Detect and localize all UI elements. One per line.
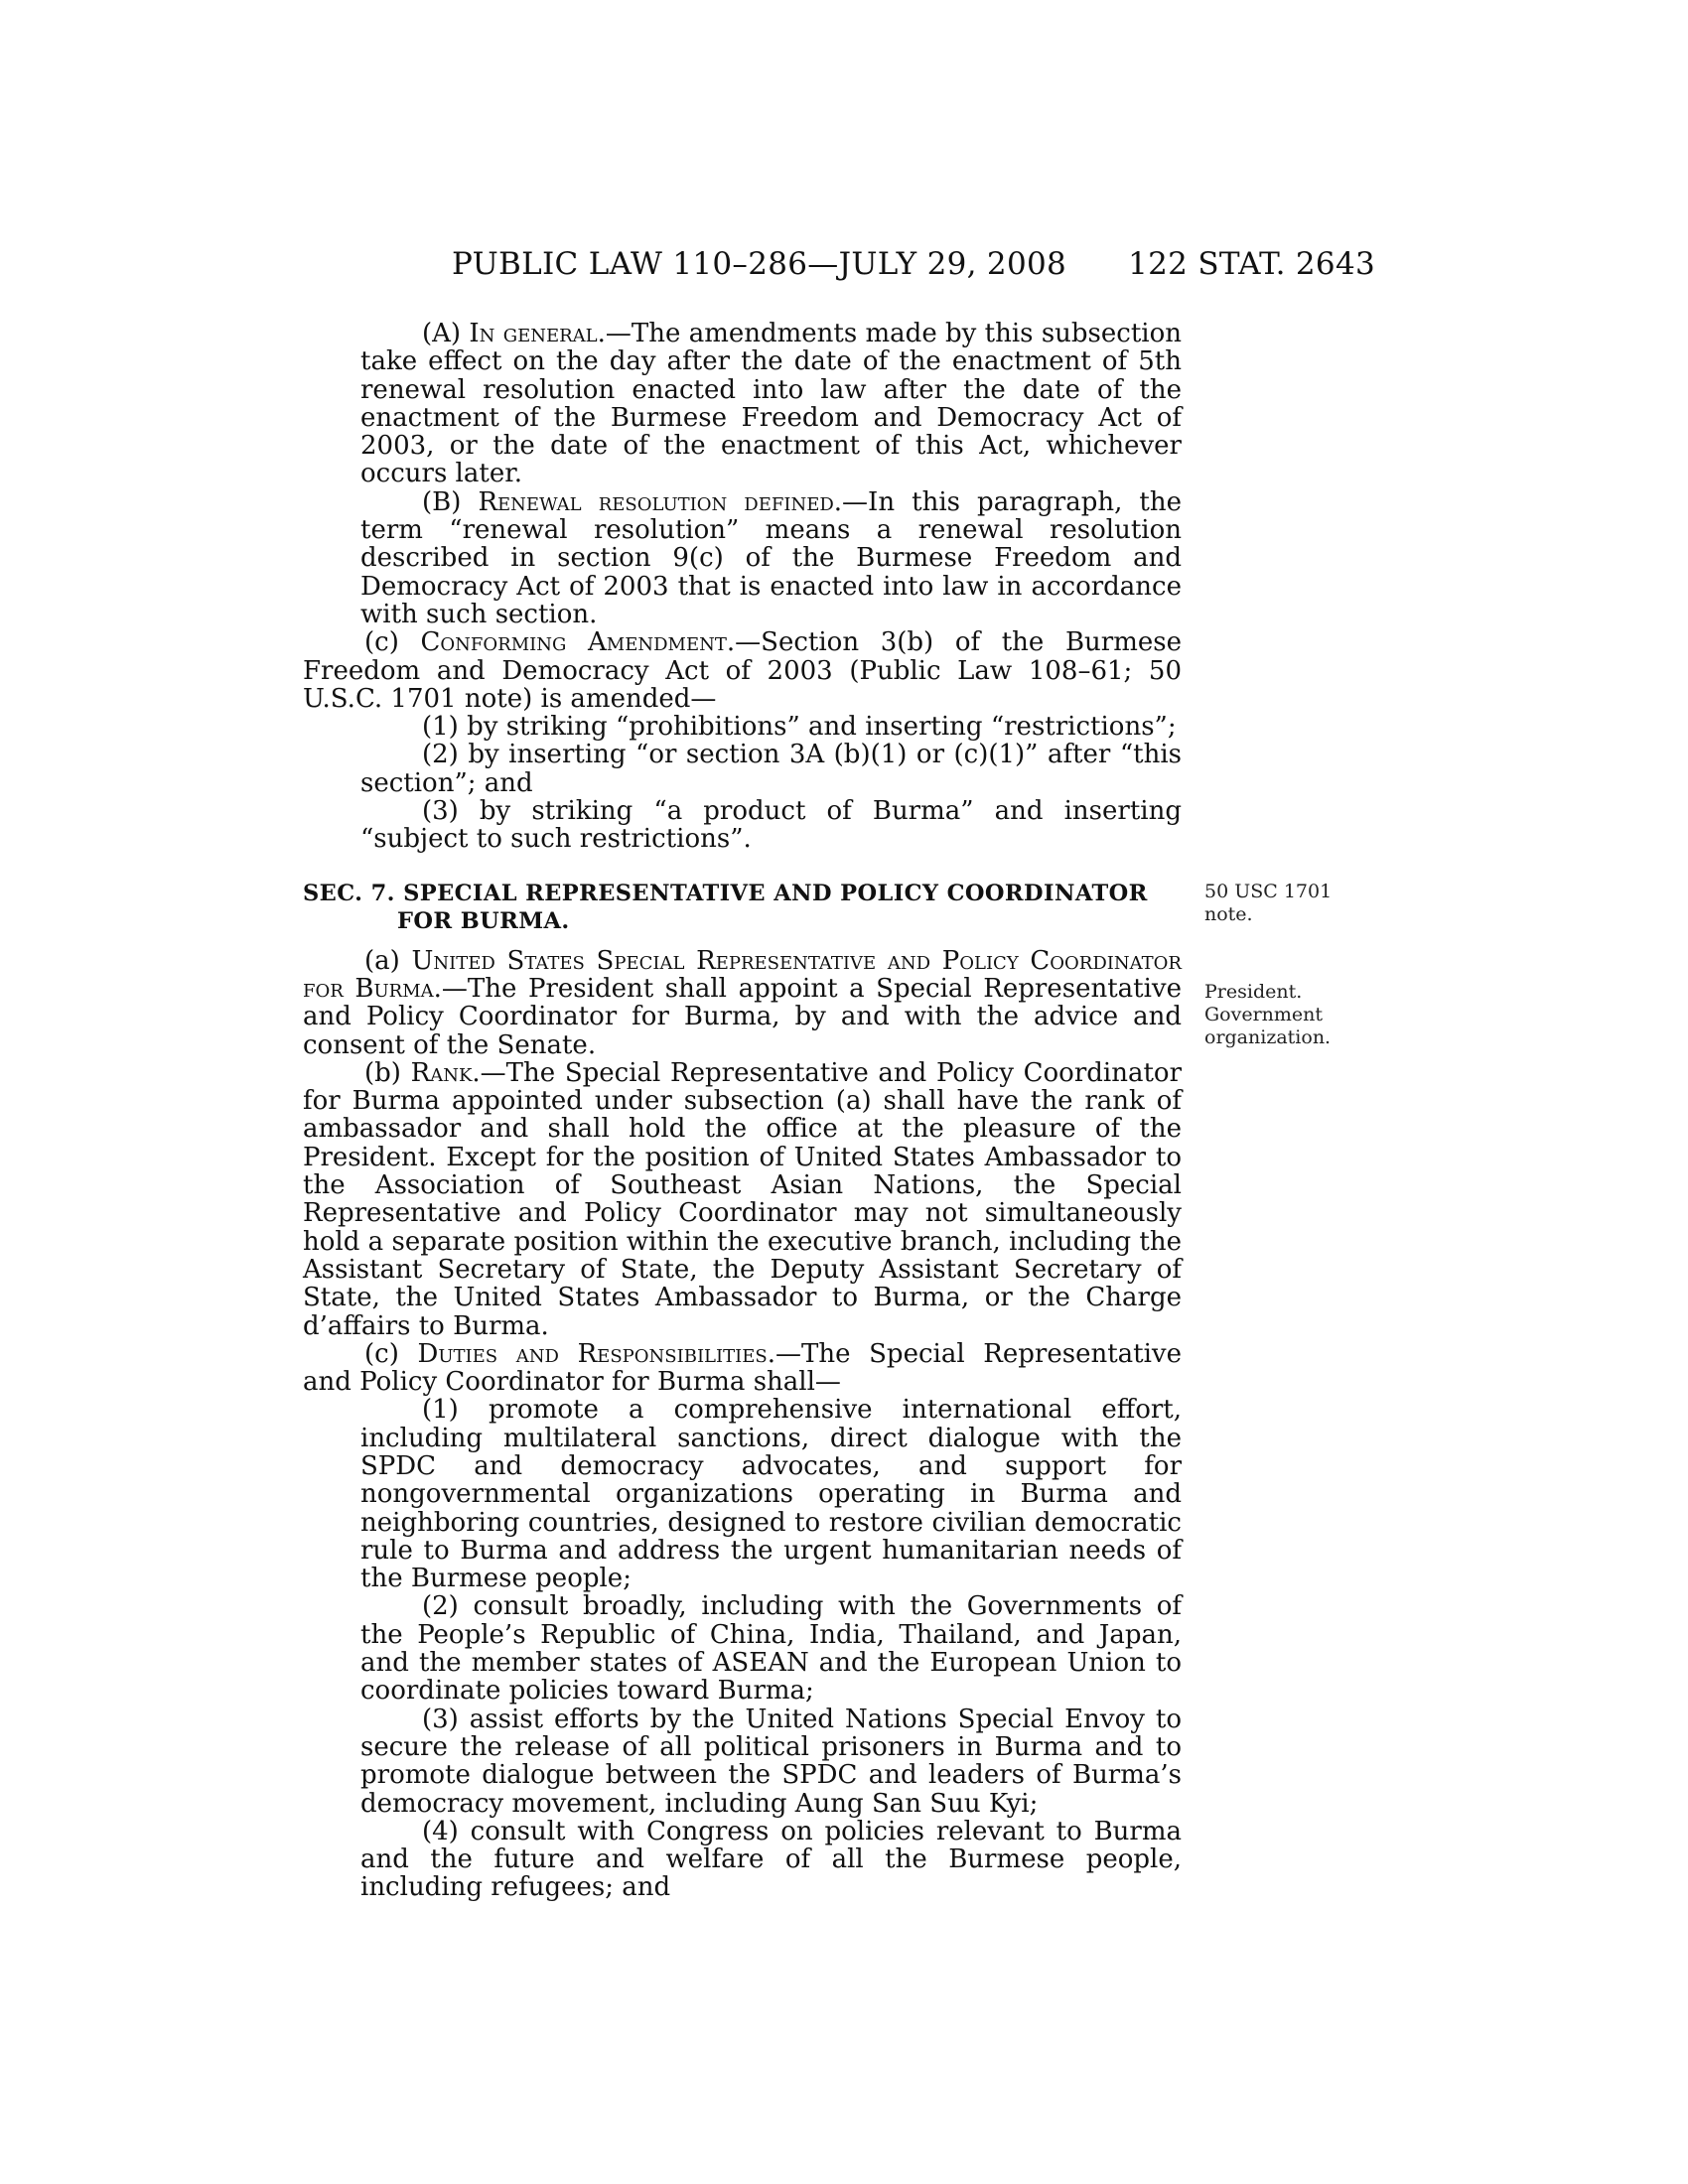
para-A-in-general: (A) In general.—The amendments made by this subsection take effect on the day after the date of the enactment of 5th renewal resolution enacted into law after the date of the enactment of the Burmese Freedom and Democracy Act of 2003, or the date of the enactment of this Act, whichever occurs later. bbox=[360, 319, 1183, 489]
para-c-1: (1) by striking “prohibitions” and inserting “restrictions”; bbox=[422, 712, 1177, 743]
section-7-heading: SEC. 7. SPECIAL REPRESENTATIVE AND POLICY COORDINATOR FOR BURMA. bbox=[303, 880, 1148, 934]
margin-note-usc: 50 USC 1701 note. bbox=[1204, 881, 1333, 925]
para-c-3: (3) by striking “a product of Burma” and inserting “subject to such restrictions”. bbox=[360, 796, 1182, 855]
margin-note-president: President. Government organization. bbox=[1204, 981, 1332, 1048]
para-c-2: (2) by inserting “or section 3A (b)(1) or (c)(1)” after “this section”; and bbox=[360, 740, 1182, 798]
running-header bbox=[303, 246, 1375, 296]
header-stat-page: 122 STAT. 2643 bbox=[1128, 246, 1375, 282]
para-7c-4: (4) consult with Congress on policies relevant to Burma and the future and welfare of all the Burmese people, including refugees; and bbox=[360, 1816, 1182, 1903]
para-c-conforming-amendment: (c) Conforming Amendment.—Section 3(b) of the Burmese Freedom and Democracy Act of 2003 (Public Law 108–61; 50 U.S.C. 1701 note) is amended— bbox=[303, 627, 1182, 714]
para-7c-3: (3) assist efforts by the United Nations Special Envoy to secure the release of all political prisoners in Burma and to promote dialogue between the SPDC and leaders of Burma’s democracy movement, including Aung San Suu Kyi; bbox=[360, 1704, 1182, 1819]
para-7a-special-representative: (a) United States Special Representative and Policy Coordinator for Burma.—The President shall appoint a Special Representative and Policy Coordinator for Burma, by and with the advice and consent of the Senate. bbox=[303, 945, 1182, 1060]
para-7c-duties: (c) Duties and Responsibilities.—The Special Representative and Policy Coordinator for Burma shall— bbox=[303, 1338, 1182, 1398]
para-B-renewal-resolution: (B) Renewal resolution defined.—In this paragraph, the term “renewal resolution” means a renewal resolution described in section 9(c) of the Burmese Freedom and Democracy Act of 2003 that is enacted into law in accordance with such section. bbox=[360, 486, 1182, 629]
para-7c-2: (2) consult broadly, including with the Governments of the People’s Republic of China, India, Thailand, and Japan, and the member states of ASEAN and the European Union to coordinate policies toward Burma; bbox=[360, 1591, 1182, 1706]
para-7b-rank: (b) Rank.—The Special Representative and Policy Coordinator for Burma appointed under subsection (a) shall have the rank of ambassador and shall hold the office at the pleasure of the President. Except for the position of United States Ambassador to the Association of Southeast Asian Nations, the Special Representative and Policy Coordinator may not simultaneously hold a separate position within the executive branch, including the Assistant Secretary of State, the Deputy Assistant Secretary of State, the United States Ambassador to Burma, or the Charge d’affairs to Burma. bbox=[303, 1057, 1182, 1341]
para-7c-1: (1) promote a comprehensive international effort, including multilateral sanctions, direct dialogue with the SPDC and democracy advocates, and support for nongovernmental organizations operating in Burma and neighboring countries, designed to restore civilian democratic rule to Burma and address the urgent humanitarian needs of the Burmese people; bbox=[360, 1395, 1182, 1594]
page-body bbox=[303, 320, 1182, 1902]
header-title: PUBLIC LAW 110–286—JULY 29, 2008 bbox=[452, 246, 1067, 282]
